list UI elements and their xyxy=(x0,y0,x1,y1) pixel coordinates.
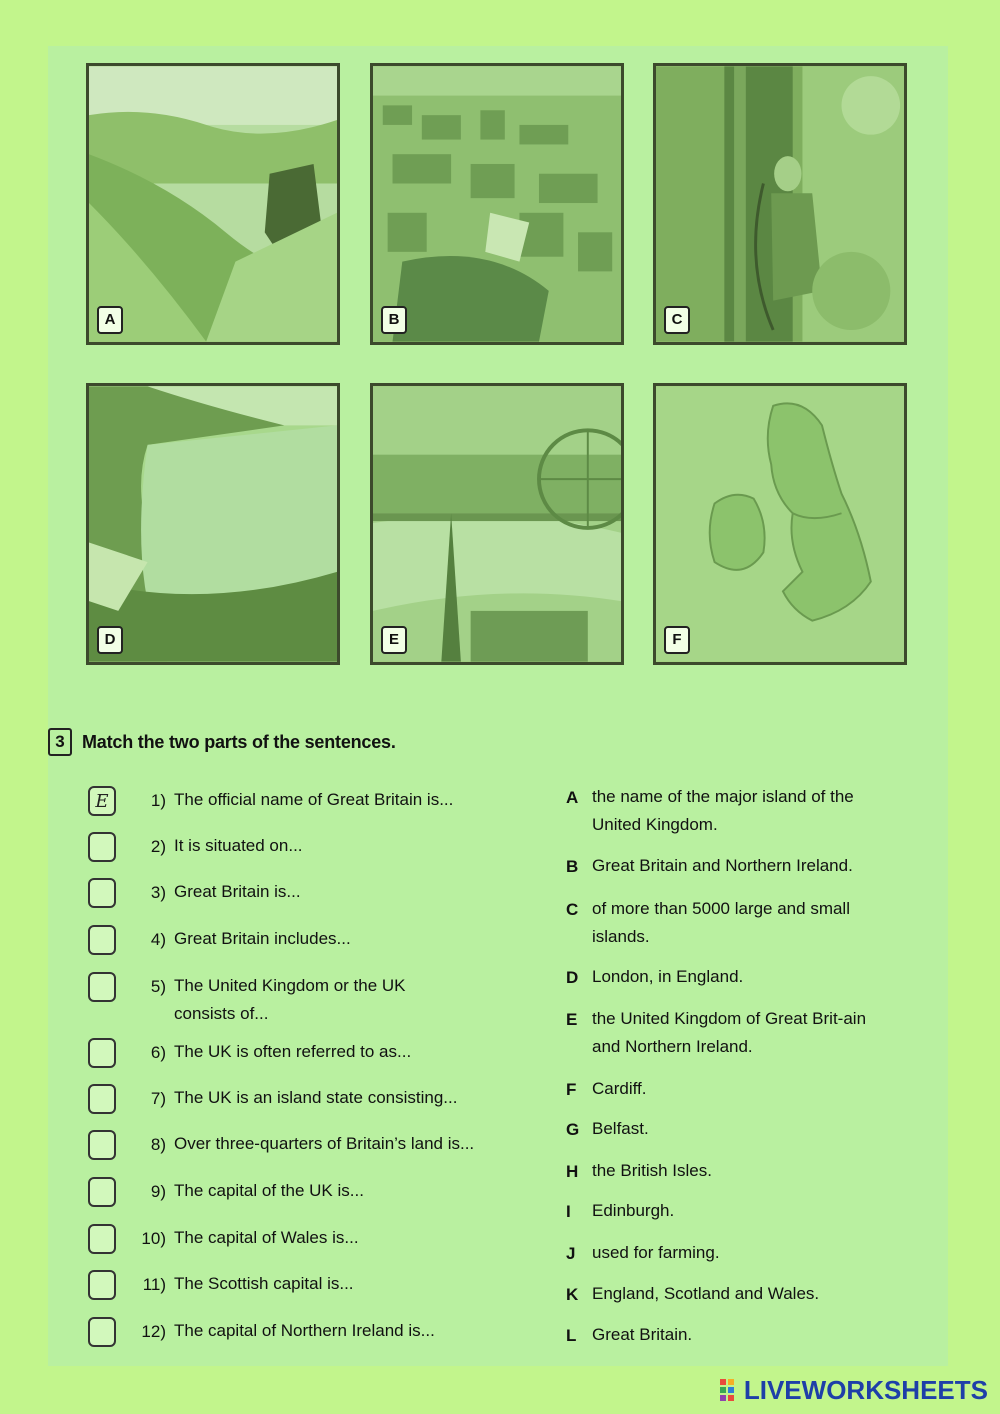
exercise-heading xyxy=(48,728,396,756)
question-row xyxy=(88,1275,514,1300)
photo-tag: F xyxy=(664,626,690,654)
question-number: 2) xyxy=(150,837,166,856)
question-row xyxy=(88,1089,514,1114)
exercise-instruction: Match the two parts of the sentences. xyxy=(82,731,396,752)
answer-option xyxy=(566,900,916,951)
answer-input[interactable] xyxy=(88,925,116,955)
answer-text: Great Britain and Northern Ireland. xyxy=(592,856,853,875)
answer-text: used for farming. xyxy=(592,1243,720,1262)
city-harbour-image xyxy=(373,66,621,342)
answer-text: Great Britain. xyxy=(592,1325,693,1344)
answer-option xyxy=(566,1010,916,1061)
question-text: The Scottish capital is... xyxy=(174,1274,354,1293)
photo-tag: D xyxy=(97,626,123,654)
answer-letter: E xyxy=(566,1010,578,1029)
london-eye-image xyxy=(373,386,621,662)
question-row xyxy=(88,1043,514,1068)
photo-c xyxy=(653,63,907,345)
answer-letter: J xyxy=(566,1244,576,1263)
answer-input[interactable] xyxy=(88,972,116,1002)
question-row xyxy=(88,930,514,955)
question-row xyxy=(88,1229,514,1254)
answer-input[interactable] xyxy=(88,1084,116,1114)
coastline-image xyxy=(89,386,337,662)
question-number: 5) xyxy=(150,977,166,996)
answer-option xyxy=(566,1202,916,1225)
question-number: 3) xyxy=(150,883,166,902)
answer-input[interactable]: E xyxy=(88,786,116,816)
question-text: The United Kingdom or the UK consists of... xyxy=(174,976,406,1023)
answer-letter: K xyxy=(566,1285,579,1304)
question-number: 8) xyxy=(150,1135,166,1154)
mountain-valley-image xyxy=(89,66,337,342)
answer-option xyxy=(566,1080,916,1103)
photo-b xyxy=(370,63,624,345)
answer-input[interactable] xyxy=(88,1130,116,1160)
answer-text: Edinburgh. xyxy=(592,1201,675,1220)
answer-option xyxy=(566,1244,916,1267)
answer-option xyxy=(566,788,916,839)
question-number: 1) xyxy=(150,791,166,810)
question-text: The UK is often referred to as... xyxy=(174,1042,412,1061)
answer-input[interactable] xyxy=(88,832,116,862)
answer-letter: A xyxy=(566,788,579,807)
liveworksheets-brand: LIVEWORKSHEETS xyxy=(743,1375,988,1405)
answer-letter: F xyxy=(566,1080,577,1099)
photo-tag: C xyxy=(664,306,690,334)
answer-text: the United Kingdom of Great Brit-ain and Northern Ireland. xyxy=(592,1009,867,1056)
answer-input[interactable] xyxy=(88,878,116,908)
question-row xyxy=(88,977,464,1028)
answer-text: of more than 5000 large and small islands. xyxy=(592,899,850,946)
question-text: Great Britain is... xyxy=(174,882,301,901)
photo-tag: E xyxy=(381,626,407,654)
answer-option xyxy=(566,1162,916,1185)
answer-text: the British Isles. xyxy=(592,1161,712,1180)
liveworksheets-logo xyxy=(720,1375,988,1406)
question-text: The capital of the UK is... xyxy=(174,1181,364,1200)
answer-text: Cardiff. xyxy=(592,1079,647,1098)
answer-text: Belfast. xyxy=(592,1119,649,1138)
photo-d xyxy=(86,383,340,665)
question-number: 12) xyxy=(141,1322,166,1341)
question-row xyxy=(88,837,514,862)
archer-forest-image xyxy=(656,66,904,342)
question-number: 7) xyxy=(150,1089,166,1108)
answer-letter: D xyxy=(566,968,579,987)
answer-input[interactable] xyxy=(88,1270,116,1300)
question-text: The capital of Northern Ireland is... xyxy=(174,1321,435,1340)
answer-letter: L xyxy=(566,1326,577,1345)
answer-option xyxy=(566,857,916,880)
answer-option xyxy=(566,1120,916,1143)
answer-letter: I xyxy=(566,1202,571,1221)
photo-e xyxy=(370,383,624,665)
answer-letter: C xyxy=(566,900,579,919)
exercise-number: 3 xyxy=(48,728,72,756)
photo-a xyxy=(86,63,340,345)
question-text: The UK is an island state consisting... xyxy=(174,1088,458,1107)
answer-input[interactable] xyxy=(88,1224,116,1254)
question-row xyxy=(88,1182,514,1207)
question-row xyxy=(88,791,514,816)
question-text: The capital of Wales is... xyxy=(174,1228,359,1247)
answer-option xyxy=(566,968,916,991)
answer-letter: B xyxy=(566,857,579,876)
question-number: 4) xyxy=(150,930,166,949)
question-row xyxy=(88,1322,514,1347)
question-row xyxy=(88,1135,554,1160)
question-text: The official name of Great Britain is... xyxy=(174,790,454,809)
question-number: 9) xyxy=(150,1182,166,1201)
answer-text: England, Scotland and Wales. xyxy=(592,1284,820,1303)
photo-tag: A xyxy=(97,306,123,334)
question-number: 11) xyxy=(142,1275,166,1294)
answer-text: London, in England. xyxy=(592,967,744,986)
answer-input[interactable] xyxy=(88,1038,116,1068)
question-text: Over three-quarters of Britain’s land is... xyxy=(174,1134,475,1153)
question-number: 6) xyxy=(150,1043,166,1062)
answer-option xyxy=(566,1285,916,1308)
question-text: Great Britain includes... xyxy=(174,929,351,948)
liveworksheets-logo-icon xyxy=(720,1379,742,1403)
answer-text: the name of the major island of the United Kingdom. xyxy=(592,787,854,834)
question-row xyxy=(88,883,514,908)
answer-input[interactable] xyxy=(88,1317,116,1347)
answer-letter: H xyxy=(566,1162,579,1181)
question-number: 10) xyxy=(141,1229,166,1248)
answer-letter: G xyxy=(566,1120,580,1139)
british-isles-map-image xyxy=(656,386,904,662)
question-text: It is situated on... xyxy=(174,836,303,855)
answer-input[interactable] xyxy=(88,1177,116,1207)
photo-f xyxy=(653,383,907,665)
answer-option xyxy=(566,1326,916,1349)
photo-tag: B xyxy=(381,306,407,334)
